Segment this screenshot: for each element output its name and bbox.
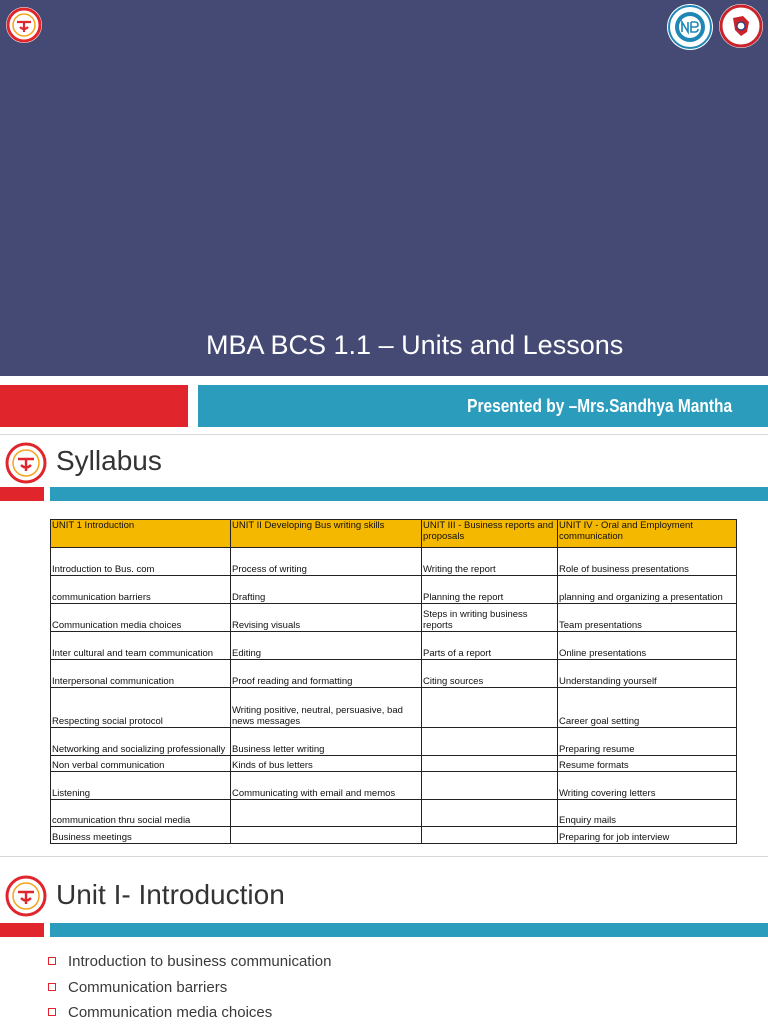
table-cell [422,688,558,728]
table-cell: Kinds of bus letters [231,756,422,772]
header-teal-bar [50,487,768,501]
list-item [48,953,331,979]
table-cell: Online presentations [558,632,737,660]
presenter-name: Presented by –Mrs.Sandhya Mantha [467,396,732,416]
bullet-list [48,953,331,1025]
table-cell: Revising visuals [231,604,422,632]
table-row [51,660,737,688]
square-bullet-icon [48,983,56,991]
table-cell: Planning the report [422,576,558,604]
table-cell: Citing sources [422,660,558,688]
table-row [51,548,737,576]
table-cell: Listening [51,772,231,800]
title-red-bar [0,385,188,427]
list-item [48,1004,331,1025]
table-cell [231,827,422,844]
table-cell: Communicating with email and memos [231,772,422,800]
table-cell: Enquiry mails [558,800,737,827]
title-slide [0,0,768,434]
slide-title: Syllabus [56,445,162,476]
unit-one-slide [0,856,768,1025]
table-cell: planning and organizing a presentation [558,576,737,604]
table-cell [422,827,558,844]
table-cell [422,728,558,756]
square-bullet-icon [48,1008,56,1016]
header-teal-bar [50,923,768,937]
table-cell: Parts of a report [422,632,558,660]
title-slide-background [0,0,768,376]
table-cell [231,800,422,827]
table-cell: Introduction to Bus. com [51,548,231,576]
table-cell: Steps in writing business reports [422,604,558,632]
table-cell: Writing positive, neutral, persuasive, bad news messages [231,688,422,728]
table-cell: Resume formats [558,756,737,772]
table-header-cell: UNIT IV - Oral and Employment communication [558,520,737,548]
table-cell [422,800,558,827]
table-cell: Writing covering letters [558,772,737,800]
table-cell: Business meetings [51,827,231,844]
table-cell [422,756,558,772]
table-cell: Inter cultural and team communication [51,632,231,660]
table-cell: Business letter writing [231,728,422,756]
aicte-logo-icon [719,4,763,48]
table-cell: Non verbal communication [51,756,231,772]
table-cell: Preparing for job interview [558,827,737,844]
table-cell: Understanding yourself [558,660,737,688]
table-cell: Interpersonal communication [51,660,231,688]
header-red-bar [0,487,44,501]
table-row [51,800,737,827]
syllabus-table [50,519,737,844]
table-row [51,576,737,604]
table-cell: Drafting [231,576,422,604]
table-header-cell: UNIT II Developing Bus writing skills [231,520,422,548]
list-item [48,979,331,1005]
list-item-text: Communication barriers [68,978,228,996]
nba-logo-icon [667,4,713,50]
table-cell: Writing the report [422,548,558,576]
table-cell: Preparing resume [558,728,737,756]
table-header-row [51,520,737,548]
square-bullet-icon [48,957,56,965]
table-row [51,688,737,728]
table-row [51,827,737,844]
table-row [51,756,737,772]
table-row [51,632,737,660]
table-cell: communication barriers [51,576,231,604]
table-header-cell: UNIT III - Business reports and proposals [422,520,558,548]
table-cell: Career goal setting [558,688,737,728]
institute-logo-icon [6,7,42,43]
table-cell: communication thru social media [51,800,231,827]
table-cell: Process of writing [231,548,422,576]
slide-title: Unit I- Introduction [56,879,285,910]
list-item-text: Introduction to business communication [68,953,332,970]
table-header-cell: UNIT 1 Introduction [51,520,231,548]
table-cell: Networking and socializing professionally [51,728,231,756]
table-row [51,604,737,632]
table-cell: Communication media choices [51,604,231,632]
table-cell: Team presentations [558,604,737,632]
syllabus-slide [0,434,768,855]
table-cell: Role of business presentations [558,548,737,576]
institute-logo-icon [4,441,48,485]
institute-logo-icon [4,874,48,918]
table-cell [422,772,558,800]
header-red-bar [0,923,44,937]
table-row [51,772,737,800]
table-cell: Proof reading and formatting [231,660,422,688]
presentation-title: MBA BCS 1.1 – Units and Lessons [206,330,624,360]
list-item-text: Communication media choices [68,1004,273,1021]
table-cell: Editing [231,632,422,660]
table-row [51,728,737,756]
table-cell: Respecting social protocol [51,688,231,728]
